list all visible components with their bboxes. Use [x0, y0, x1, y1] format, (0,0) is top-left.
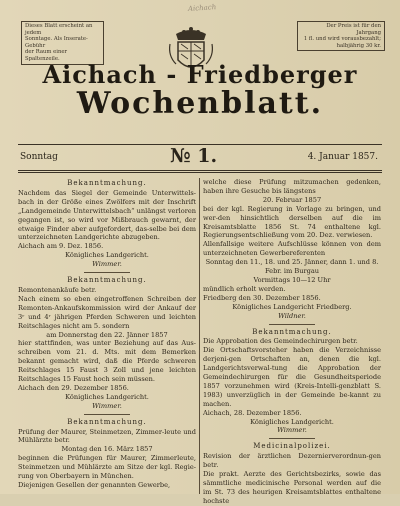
- section-separator: [84, 272, 130, 273]
- column-divider: [199, 178, 200, 494]
- notice-text: Friedberg den 30. Dezember 1856.: [203, 293, 321, 302]
- notice-text: hier stattfinden, was unter Beziehung auf das Aus-schreiben vom 21. d. Mts. mit dem Bemerken bekannt gemacht wird, daß die Pferde schweren Reitschlages 15 Faust 3 Zoll und jene leichten Reitschlages 15 Faust hoch sein müssen.: [18, 339, 196, 384]
- notice-text: bei der kgl. Regierung in Vorlage zu bringen, und wer-den hinsichtlich derselben auf die im Kreisamtsblatte 1856 St. 74 enthaltene kgl. Regierungsentschließung vom 20. Dez. verwiesen.: [203, 204, 381, 240]
- notice-signature: Wimmer.: [277, 426, 307, 435]
- price-info-box: [297, 21, 385, 51]
- notice-text: Die Ortschaftsvorsteher haben die Verzeichnisse derjeni-gen Ortschaften an, denen die kgl. Landgerichtsverwal-tung die Approbation der Gemeindechirurgen für die Gesundheitsperiode 1857 vorzunehmen wird (Kreis-Intelli-genzblatt S. 1983) unverzüglich in der Gemeinde be-kannt zu machen.: [203, 346, 381, 408]
- notice-text: am Donnerstag den 22. Jänner 1857: [46, 330, 168, 339]
- issue-date: 4. Januar 1857.: [307, 152, 378, 162]
- notice-text: Allenfallsige weitere Aufschlüsse können von dem unterzeichneten Gewerbereferenten: [203, 240, 381, 258]
- section-separator: [269, 438, 315, 439]
- notice-text: Sonntag den 11., 18. und 25. Jänner, dann 1. und 8. Febr. im Burgau: [205, 258, 379, 276]
- issue-day: Sonntag: [20, 152, 58, 162]
- section-separator: [269, 324, 315, 325]
- issue-line: [18, 147, 382, 169]
- notice-heading: Bekanntmachung.: [67, 417, 147, 426]
- box-line: halbjährig 30 kr.: [336, 42, 381, 49]
- notice-text: Montag den 16. März 1857: [61, 445, 153, 454]
- notice-text: Prüfung der Maurer, Steinmetzen, Zimmer-leute und Mühlärzte betr.: [18, 427, 196, 445]
- library-stamp: Aichach: [187, 3, 217, 14]
- notice-text: Diejenigen Gesellen der genannten Gewerbe,: [18, 481, 171, 489]
- notice-text: beginnen die Prüfungen für Maurer, Zimmerleute, Steinmetzen und Mühlärzte am Sitze der kgl. Regie-rung von Oberbayern in München.: [18, 454, 196, 481]
- notice-text: Aichach, 28. Dezember 1856.: [203, 408, 302, 417]
- notice-text: Königliches Landgericht Friedberg.: [232, 302, 352, 311]
- masthead-rule-bottom: [18, 170, 382, 171]
- box-line: Dieses Blatt erscheint an jedem: [25, 23, 93, 36]
- section-separator: [84, 414, 130, 415]
- issue-number: № 1.: [170, 145, 218, 167]
- notice-text: Vormittags 10—12 Uhr: [253, 275, 331, 284]
- notice-text: Königliches Landgericht.: [65, 392, 149, 401]
- notice-text: mündlich erholt werden.: [203, 284, 286, 293]
- notice-signature: Wildner.: [278, 311, 306, 320]
- box-line: Der Preis ist für den Jahrgang: [326, 23, 381, 36]
- masthead-subtitle: Wochenblatt.: [76, 86, 324, 121]
- notice-signature: Wimmer.: [92, 401, 122, 410]
- notice-heading: Bekanntmachung.: [252, 327, 332, 336]
- notice-heading: Bekanntmachung.: [67, 179, 147, 187]
- masthead-rule-double: [18, 172, 382, 173]
- notice-text: Königliches Landgericht.: [250, 417, 334, 426]
- notice-text: Remontenankäufe betr.: [18, 285, 97, 294]
- notice-text: Revision der ärztlichen Dezernierverordnun-gen betr.: [203, 452, 381, 470]
- left-column: [18, 178, 196, 490]
- box-line: 1 fl. und wird vorausbezahlt;: [303, 36, 381, 43]
- right-column: [203, 178, 381, 506]
- notice-text: Aichach den 29. Dezember 1856.: [18, 383, 129, 392]
- notice-text: Aichach am 9. Dez. 1856.: [18, 242, 104, 251]
- subscription-info-box: [21, 21, 104, 65]
- notice-text: 20. Februar 1857: [262, 195, 322, 204]
- notice-heading: Medicinalpolizei.: [253, 442, 331, 451]
- notice-text: Königliches Landgericht.: [65, 251, 149, 260]
- notice-text: Nachdem das Siegel der Gemeinde Unterwittels-bach in der Größe eines Zwölfers mit der Inschrift „Landgemeinde Unterwittelsbach“ unlängst verloren gegangen ist, so wird vor Mißbrauch gewarnt, der etwaige Finder aber aufgefordert, das-selbe bei dem unterzeichneten Landgerichte abzugeben.: [18, 188, 196, 242]
- masthead-title: Aichach - Friedberger: [42, 60, 358, 89]
- box-line: Sonntage. Als Inserate-Gebühr: [25, 36, 88, 49]
- notice-signature: Wimmer.: [92, 260, 122, 269]
- notice-heading: Bekanntmachung.: [67, 276, 147, 285]
- notice-text: Die prakt. Aerzte des Gerichtsbezirks, sowie das sämmtliche medicinische Personal werden auf die im St. 73 des heurigen Kreisamtsblattes enthaltene hochste: [203, 470, 381, 505]
- notice-text: Nach einem so eben eingetroffenen Schreiben der Remonten-Ankaufskommission wird der Ankauf der 3ʳ und 4ʳ jährigen Pferden Schweren und leichten Reitschlages nicht am 5. sondern: [18, 294, 196, 330]
- box-line: der Raum einer Spaltenzeile.: [25, 49, 68, 62]
- notice-text: welche diese Prüfung mitzumachen gedenken, haben ihre Gesuche bis längstens: [203, 178, 381, 195]
- notice-text: Die Approbation des Gemeindechirurgen betr.: [203, 337, 358, 346]
